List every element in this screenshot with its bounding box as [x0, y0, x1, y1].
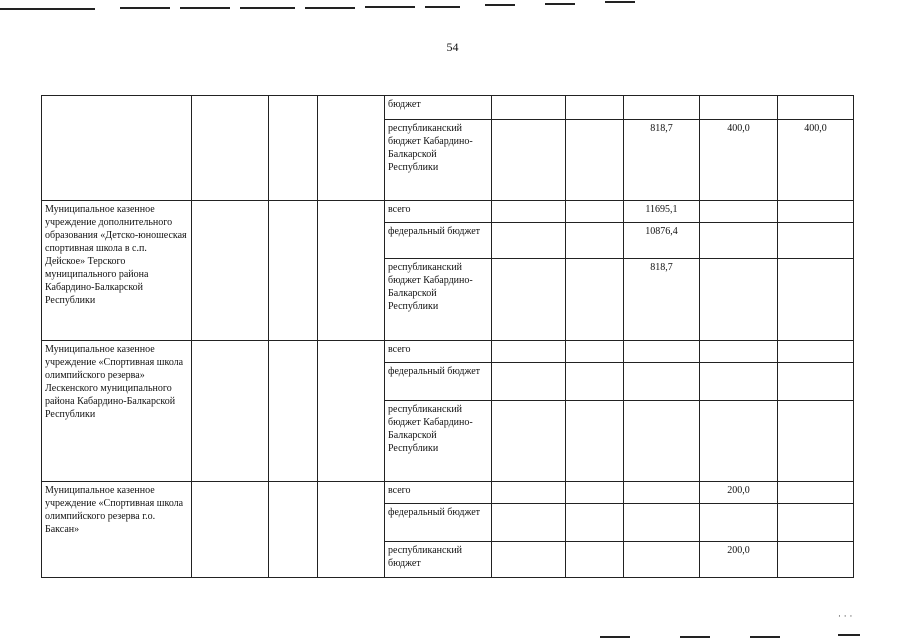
scan-artifact-line	[0, 8, 95, 10]
scan-artifact-line	[305, 7, 355, 9]
empty-cell	[566, 401, 624, 482]
value-cell	[624, 96, 700, 120]
empty-cell	[492, 341, 566, 363]
empty-cell	[566, 482, 624, 504]
budget-source-cell: всего	[385, 482, 492, 504]
empty-cell	[192, 201, 269, 341]
scan-artifact-line	[425, 6, 460, 8]
value-cell: 400,0	[700, 120, 778, 201]
empty-cell	[566, 504, 624, 542]
scan-artifact-line	[485, 4, 515, 6]
value-cell	[778, 341, 854, 363]
empty-cell	[566, 341, 624, 363]
empty-cell	[269, 341, 318, 482]
value-cell: 400,0	[778, 120, 854, 201]
table-row	[42, 341, 854, 363]
value-cell	[624, 504, 700, 542]
scan-artifact-line	[838, 634, 860, 636]
empty-cell	[318, 482, 385, 578]
budget-table	[41, 95, 854, 578]
empty-cell	[492, 259, 566, 341]
empty-cell	[269, 201, 318, 341]
scan-artifact-line	[120, 7, 170, 9]
value-cell	[700, 341, 778, 363]
budget-source-cell: республиканский бюджет Кабардино-Балкарской Республики	[385, 120, 492, 201]
scan-artifact-line	[240, 7, 295, 9]
scan-artifact-line	[180, 7, 230, 9]
empty-cell	[566, 363, 624, 401]
empty-cell	[492, 482, 566, 504]
empty-cell	[566, 542, 624, 578]
table-row	[42, 482, 854, 504]
value-cell	[700, 223, 778, 259]
value-cell: 200,0	[700, 482, 778, 504]
budget-source-cell: всего	[385, 341, 492, 363]
empty-cell	[492, 120, 566, 201]
budget-source-cell: федеральный бюджет	[385, 504, 492, 542]
empty-cell	[492, 223, 566, 259]
budget-source-cell: бюджет	[385, 96, 492, 120]
empty-cell	[192, 96, 269, 201]
empty-cell	[192, 341, 269, 482]
empty-cell	[566, 223, 624, 259]
value-cell	[624, 542, 700, 578]
value-cell	[624, 363, 700, 401]
value-cell	[778, 482, 854, 504]
table-row	[42, 96, 854, 120]
value-cell	[778, 401, 854, 482]
scan-artifact-line	[545, 3, 575, 5]
empty-cell	[492, 401, 566, 482]
org-name-cell	[42, 96, 192, 201]
budget-source-cell: республиканский бюджет Кабардино-Балкарской Республики	[385, 401, 492, 482]
scan-artifact-mark: · · ·	[838, 612, 853, 622]
org-name-cell: Муниципальное казенное учреждение дополнительного образования «Детско-юношеская спортивная школа в с.п. Дейское» Терского муниципального района Кабардино-Балкарской Республики	[42, 201, 192, 341]
value-cell	[778, 201, 854, 223]
empty-cell	[318, 96, 385, 201]
table-row	[42, 201, 854, 223]
empty-cell	[492, 542, 566, 578]
empty-cell	[566, 201, 624, 223]
empty-cell	[192, 482, 269, 578]
value-cell	[700, 259, 778, 341]
value-cell	[778, 363, 854, 401]
value-cell	[624, 401, 700, 482]
empty-cell	[566, 259, 624, 341]
empty-cell	[318, 201, 385, 341]
empty-cell	[492, 363, 566, 401]
value-cell: 818,7	[624, 259, 700, 341]
value-cell: 11695,1	[624, 201, 700, 223]
scan-artifact-line	[680, 636, 710, 638]
value-cell	[700, 201, 778, 223]
value-cell: 200,0	[700, 542, 778, 578]
value-cell	[778, 259, 854, 341]
value-cell	[700, 401, 778, 482]
scan-artifact-line	[750, 636, 780, 638]
empty-cell	[566, 120, 624, 201]
empty-cell	[492, 201, 566, 223]
value-cell	[624, 482, 700, 504]
value-cell	[700, 504, 778, 542]
empty-cell	[492, 504, 566, 542]
empty-cell	[566, 96, 624, 120]
org-name-cell: Муниципальное казенное учреждение «Спортивная школа олимпийского резерва г.о. Баксан»	[42, 482, 192, 578]
budget-source-cell: всего	[385, 201, 492, 223]
budget-source-cell: республиканский бюджет Кабардино-Балкарской Республики	[385, 259, 492, 341]
budget-source-cell: федеральный бюджет	[385, 223, 492, 259]
scan-artifact-line	[605, 1, 635, 3]
page-number: 54	[446, 40, 459, 54]
value-cell	[778, 542, 854, 578]
empty-cell	[492, 96, 566, 120]
value-cell: 10876,4	[624, 223, 700, 259]
budget-source-cell: республиканский бюджет	[385, 542, 492, 578]
value-cell	[778, 504, 854, 542]
empty-cell	[269, 96, 318, 201]
value-cell	[778, 96, 854, 120]
scan-artifact-line	[365, 6, 415, 8]
value-cell	[778, 223, 854, 259]
empty-cell	[318, 341, 385, 482]
value-cell	[700, 363, 778, 401]
scan-artifact-line	[600, 636, 630, 638]
value-cell	[700, 96, 778, 120]
value-cell: 818,7	[624, 120, 700, 201]
budget-source-cell: федеральный бюджет	[385, 363, 492, 401]
value-cell	[624, 341, 700, 363]
org-name-cell: Муниципальное казенное учреждение «Спортивная школа олимпийского резерва» Лескенского муниципального района Кабардино-Балкарской Республики	[42, 341, 192, 482]
empty-cell	[269, 482, 318, 578]
